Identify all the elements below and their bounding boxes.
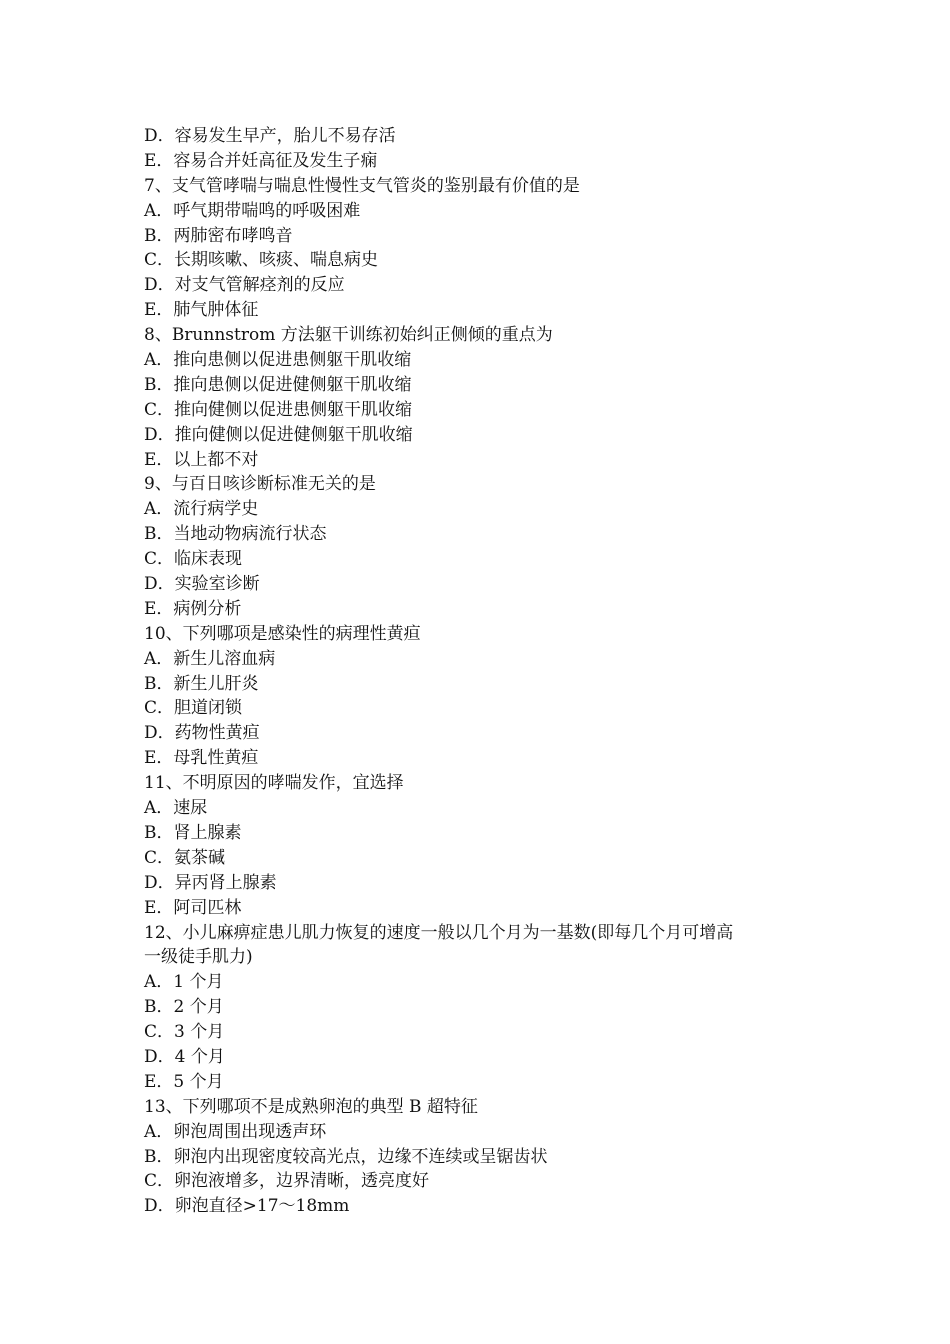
option-line: D．4 个月 [144, 1046, 225, 1067]
option-line: B．当地动物病流行状态 [144, 524, 327, 545]
option-line: D．异丙肾上腺素 [144, 872, 277, 893]
question-line: 8、Brunnstrom 方法躯干训练初始纠正侧倾的重点为 [144, 325, 553, 346]
option-line: A．新生儿溶血病 [144, 648, 276, 669]
option-line: E．肺气肿体征 [144, 300, 259, 321]
option-line: E．5 个月 [144, 1071, 224, 1092]
option-line: E．阿司匹林 [144, 897, 242, 918]
option-line: A．呼气期带喘鸣的呼吸困难 [144, 200, 361, 221]
option-line: D．对支气管解痉剂的反应 [144, 275, 345, 296]
option-line: A．流行病学史 [144, 499, 259, 520]
option-line: B．肾上腺素 [144, 822, 242, 843]
question-line: 13、下列哪项不是成熟卵泡的典型 B 超特征 [144, 1096, 478, 1117]
option-line: B．两肺密布哮鸣音 [144, 225, 293, 246]
option-line: C．长期咳嗽、咳痰、喘息病史 [144, 250, 379, 271]
option-line: B．2 个月 [144, 997, 224, 1018]
option-line: D．实验室诊断 [144, 574, 260, 595]
option-line: A．1 个月 [144, 972, 224, 993]
option-line: D．容易发生早产，胎儿不易存活 [144, 126, 396, 146]
option-line: E．以上都不对 [144, 449, 259, 470]
option-line: E．容易合并妊高征及发生子痫 [144, 150, 378, 171]
option-line: C．胆道闭锁 [144, 698, 243, 719]
question-line: 9、与百日咳诊断标准无关的是 [144, 474, 376, 495]
question-line: 11、不明原因的哮喘发作，宜选择 [144, 773, 404, 794]
option-line: D．卵泡直径>17～18mm [144, 1196, 350, 1217]
option-line: E．母乳性黄疸 [144, 748, 259, 769]
question-line: 10、下列哪项是感染性的病理性黄疸 [144, 623, 421, 644]
option-line: B．新生儿肝炎 [144, 673, 259, 694]
option-line: C．推向健侧以促进患侧躯干肌收缩 [144, 399, 413, 420]
option-line: D．药物性黄疸 [144, 723, 260, 744]
option-line: A．速尿 [144, 798, 208, 819]
question-line-continued: 一级徒手肌力) [144, 947, 253, 968]
option-line: A．推向患侧以促进患侧躯干肌收缩 [144, 350, 412, 371]
option-line: B．推向患侧以促进健侧躯干肌收缩 [144, 374, 412, 395]
option-line: C．氨茶碱 [144, 847, 226, 868]
option-line: A．卵泡周围出现透声环 [144, 1121, 327, 1142]
option-line: D．推向健侧以促进健侧躯干肌收缩 [144, 424, 413, 445]
option-line: B．卵泡内出现密度较高光点，边缘不连续或呈锯齿状 [144, 1146, 548, 1167]
question-line: 12、小儿麻痹症患儿肌力恢复的速度一般以几个月为一基数(即每几个月可增高 [144, 922, 734, 943]
option-line: C．临床表现 [144, 549, 243, 570]
option-line: C．3 个月 [144, 1022, 225, 1043]
question-line: 7、支气管哮喘与喘息性慢性支气管炎的鉴别最有价值的是 [144, 175, 580, 196]
document-body [144, 124, 814, 1219]
option-line: C．卵泡液增多，边界清晰，透亮度好 [144, 1171, 430, 1192]
option-line: E．病例分析 [144, 598, 242, 619]
